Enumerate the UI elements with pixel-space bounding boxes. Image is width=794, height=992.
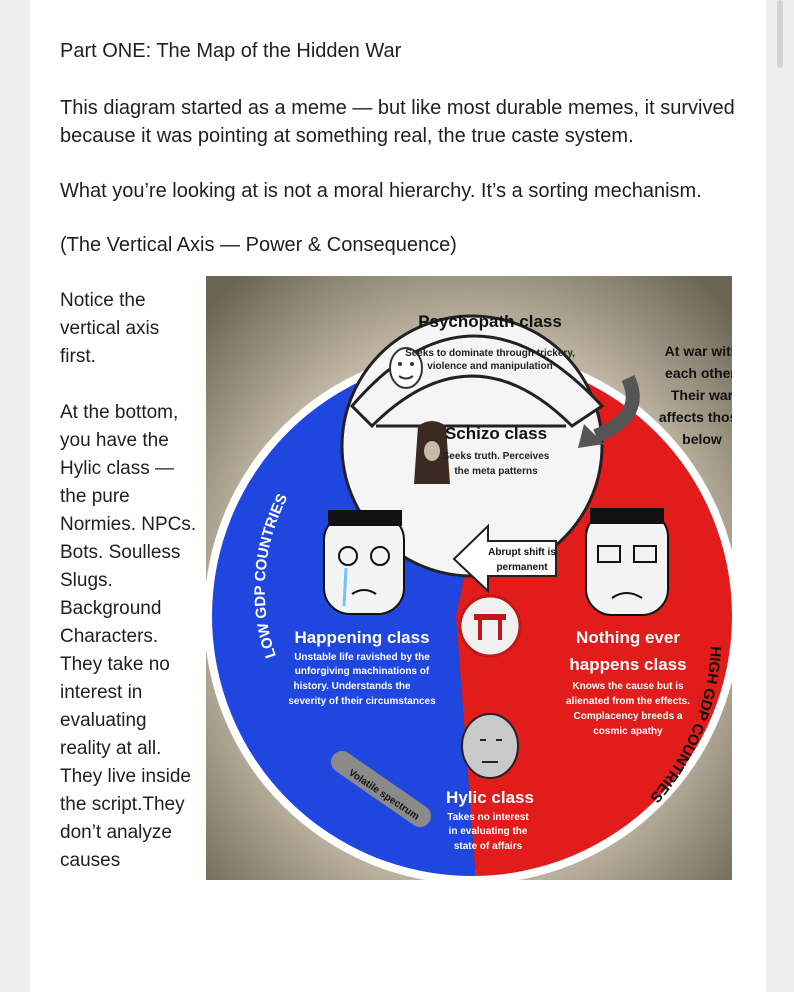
shift-note-2: permanent — [496, 562, 548, 573]
caste-diagram — [206, 276, 732, 880]
angry-wojak-icon — [586, 508, 668, 615]
side-paragraph-2: At the bottom, you have the Hylic class — the pure Normies. NPCs. Bots. Soulless Slugs. Background Characters. They take no interest in evaluating reality at all. They live inside the script.They don’t analyze causes — [60, 402, 197, 871]
war-note-2: each other. — [665, 365, 732, 381]
side-column-text — [60, 287, 200, 875]
happening-title: Happening class — [294, 628, 430, 647]
happening-desc-3: history. Understands the — [293, 681, 411, 692]
intro-paragraph: This diagram started as a meme — but like most durable memes, it survived because it was pointing at something real, the true caste system. — [60, 97, 735, 147]
hylic-title: Hylic class — [446, 788, 534, 807]
psychopath-title: Psychopath class — [418, 312, 562, 331]
hylic-desc-1: Takes no interest — [447, 812, 529, 823]
war-note-3: Their war — [670, 387, 732, 403]
side-paragraph-1: Notice the vertical axis first. — [60, 290, 160, 367]
npc-head-icon — [462, 714, 518, 778]
nothing-title-2: happens class — [569, 655, 687, 674]
psychopath-desc-2: violence and manipulation — [427, 361, 553, 372]
schizo-desc-2: the meta patterns — [454, 466, 538, 477]
nothing-desc-4: cosmic apathy — [593, 726, 663, 737]
happening-desc-2: unforgiving machinations of — [294, 666, 430, 677]
happening-desc-4: severity of their circumstances — [288, 696, 436, 707]
section-heading: Part ONE: The Map of the Hidden War — [60, 40, 402, 62]
scrollbar-thumb[interactable] — [777, 0, 783, 68]
nothing-title-1: Nothing ever — [576, 628, 680, 647]
war-note-1: At war with — [664, 343, 732, 359]
table-icon — [460, 596, 520, 656]
psychopath-desc-1: Seeks to dominate through trickery, — [405, 348, 575, 359]
hylic-desc-2: in evaluating the — [448, 826, 528, 837]
schizo-title: Schizo class — [444, 424, 548, 443]
volatile-label: Volatile spectrum — [346, 767, 421, 823]
schizo-desc-1: Seeks truth. Perceives — [442, 451, 550, 462]
hylic-desc-3: state of affairs — [453, 841, 523, 852]
nothing-desc-1: Knows the cause but is — [572, 681, 684, 692]
page-scrollbar[interactable] — [768, 0, 794, 70]
second-paragraph: What you’re looking at is not a moral hierarchy. It’s a sorting mechanism. — [60, 180, 702, 202]
high-gdp-label: HIGH GDP COUNTRIES — [646, 645, 725, 806]
shift-note-1: Abrupt shift is — [488, 547, 556, 558]
crying-wojak-icon — [324, 510, 404, 614]
low-gdp-label: LOW GDP COUNTRIES — [251, 491, 292, 661]
axis-heading: (The Vertical Axis — Power & Consequence) — [60, 234, 457, 256]
nothing-desc-2: alienated from the effects. — [566, 696, 690, 707]
nothing-desc-3: Complacency breeds a — [573, 711, 683, 722]
article-page — [30, 0, 766, 992]
war-note-5: below — [682, 431, 722, 447]
happening-desc-1: Unstable life ravished by the — [294, 652, 430, 663]
war-note-4: affects tho — [658, 409, 730, 425]
